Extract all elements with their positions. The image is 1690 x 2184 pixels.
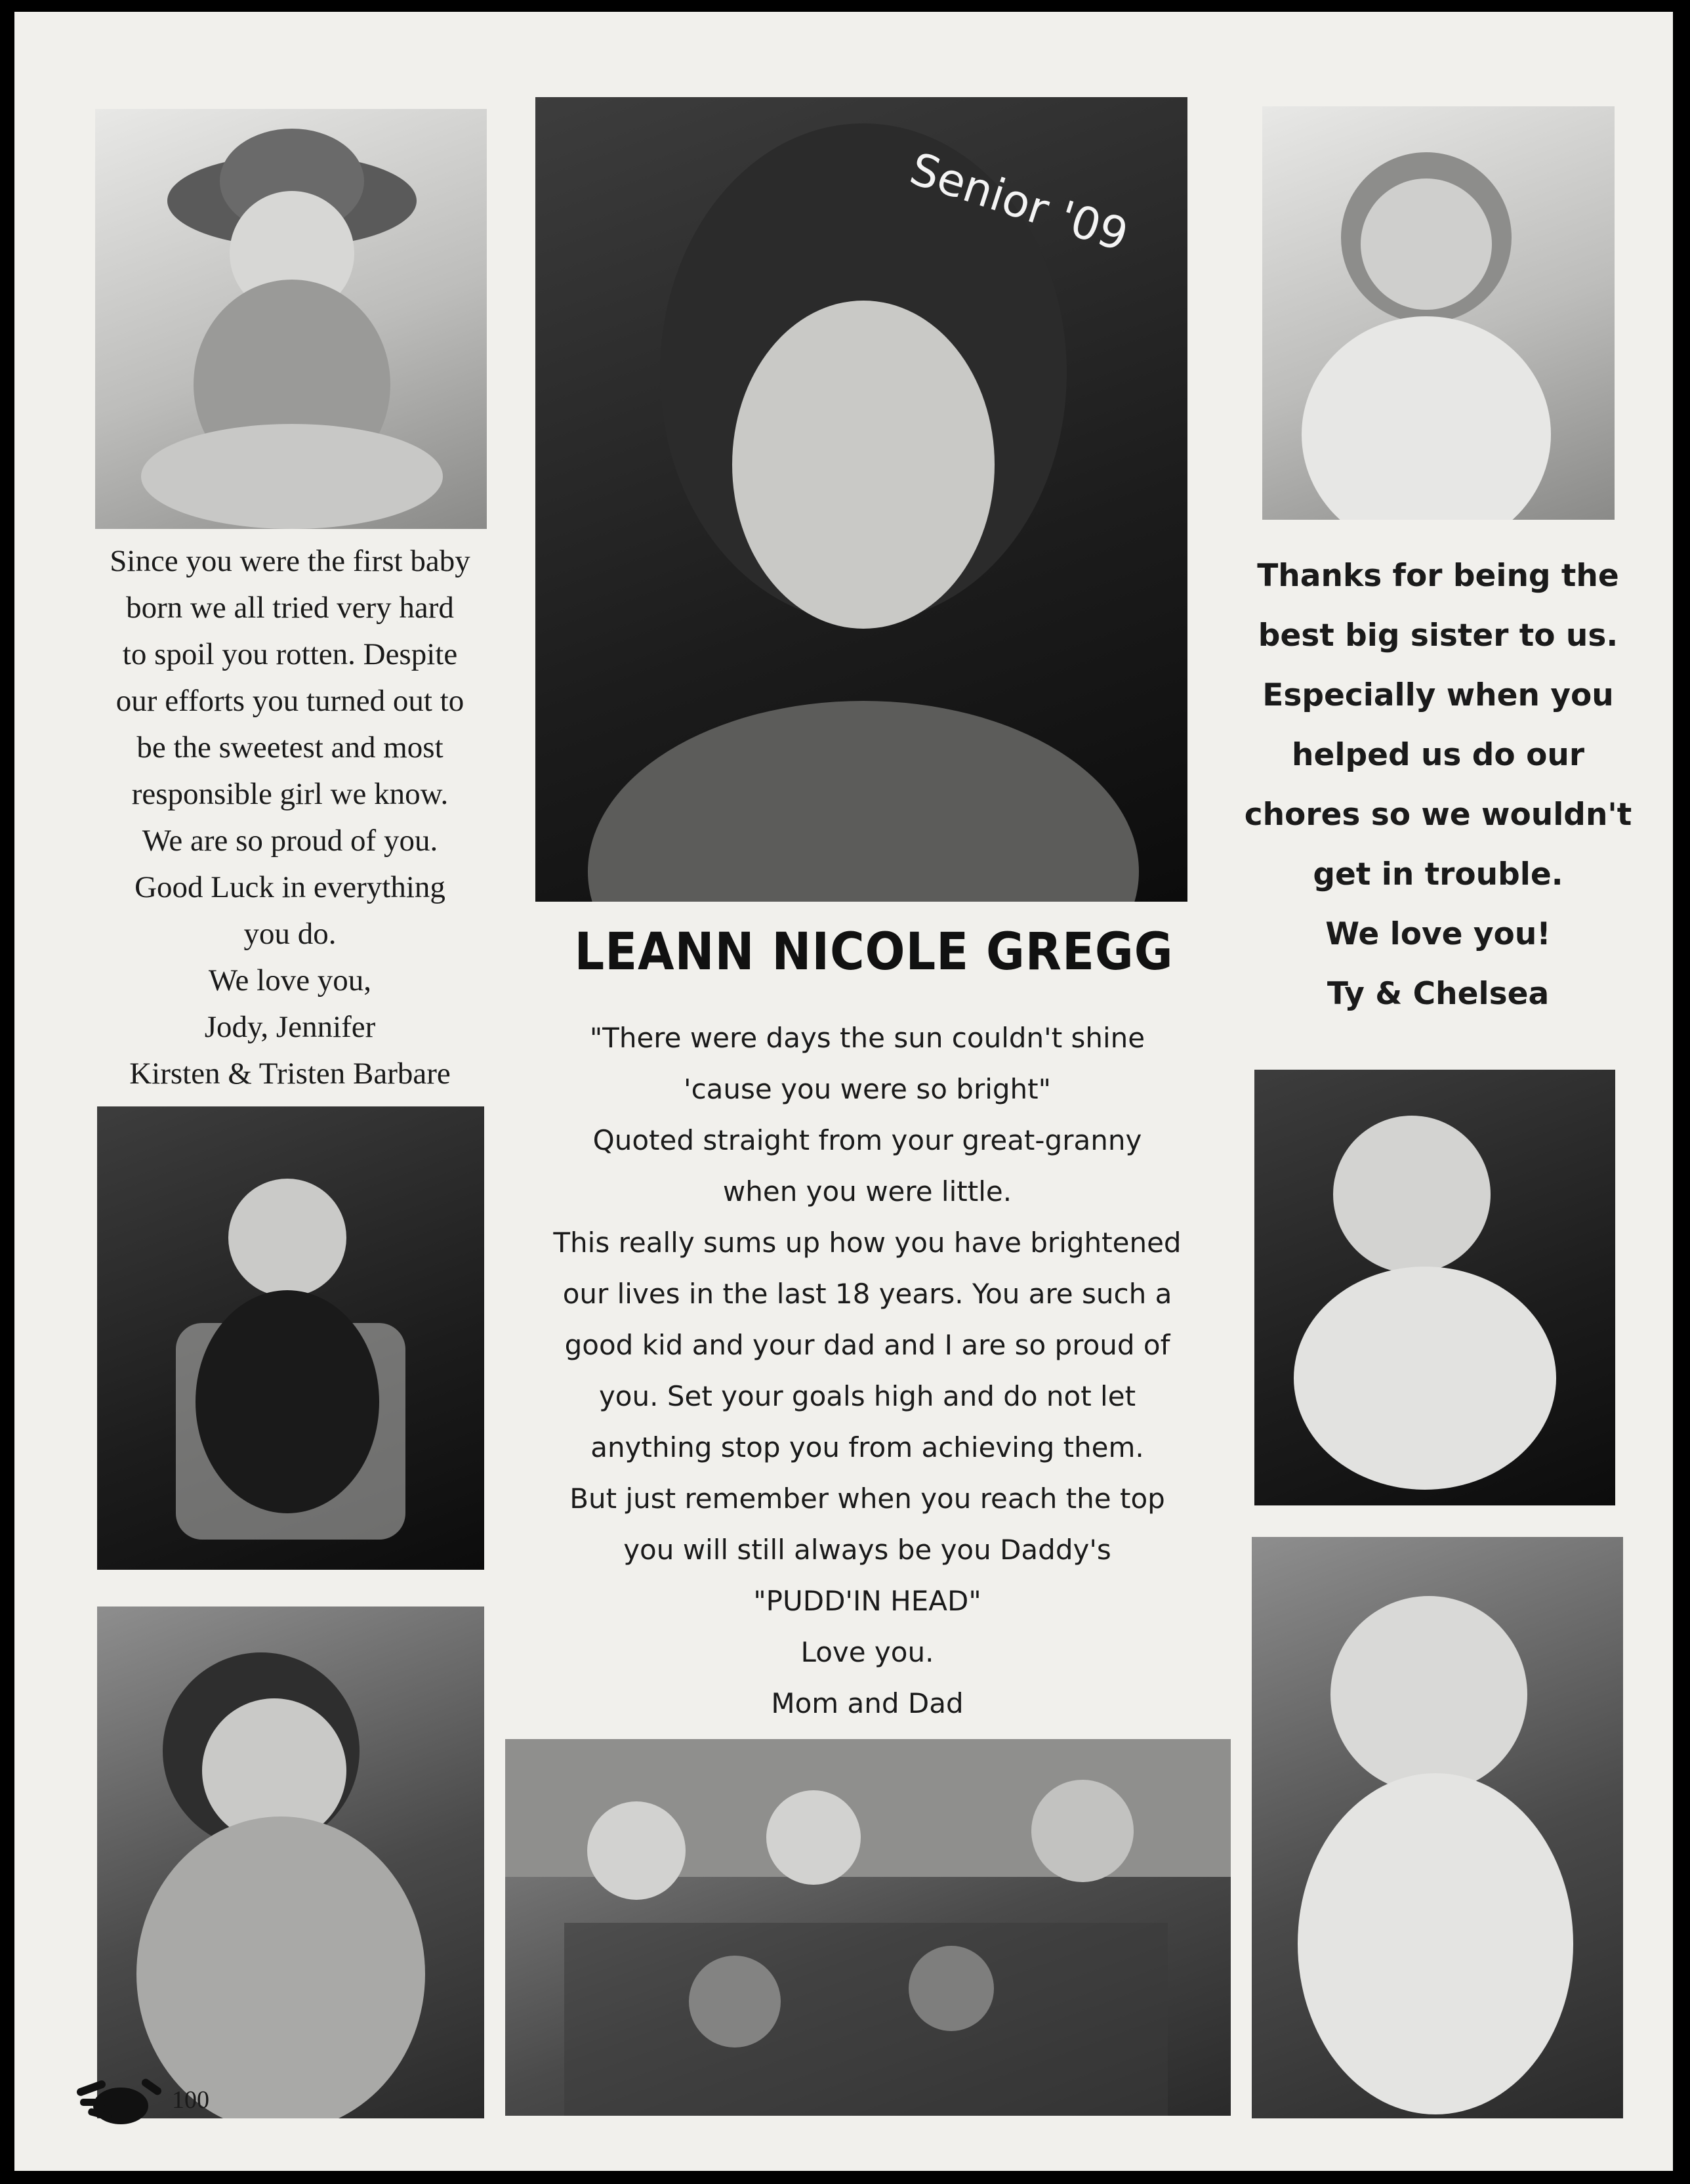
left-message-line: Good Luck in everything: [134, 870, 445, 904]
family-photo: [505, 1739, 1231, 2116]
baby-photo-smiling: [1254, 1070, 1615, 1505]
center-message-line: you. Set your goals high and do not let: [598, 1380, 1136, 1412]
left-message-line: you do.: [243, 917, 337, 951]
baby-smiling-figure: [1254, 1070, 1615, 1505]
toddler-lei-figure: [97, 1606, 484, 2118]
right-message-line: Thanks for being the: [1257, 558, 1619, 594]
senior-caption: Senior '09: [903, 143, 1134, 262]
left-message-line: responsible girl we know.: [131, 777, 449, 811]
baby-photo-dress: [1262, 106, 1615, 520]
center-message-line: you will still always be you Daddy's: [623, 1534, 1111, 1566]
left-message-line: to spoil you rotten. Despite: [122, 637, 458, 671]
center-message-line: Quoted straight from your great-granny: [592, 1124, 1142, 1156]
left-message-line: Jody, Jennifer: [204, 1010, 376, 1044]
left-message-line: Kirsten & Tristen Barbare: [129, 1057, 451, 1091]
center-message-line: anything stop you from achieving them.: [590, 1431, 1144, 1463]
left-message-line: born we all tried very hard: [126, 591, 454, 625]
center-message-line: when you were little.: [722, 1175, 1012, 1208]
left-message-line: Since you were the first baby: [110, 544, 470, 578]
toddler-photo-lei: [97, 1606, 484, 2118]
left-message: [54, 538, 526, 1097]
right-message: [1195, 546, 1681, 1024]
baby-dress-figure: [1262, 106, 1615, 520]
left-message-line: be the sweetest and most: [136, 730, 443, 765]
left-message-line: We love you,: [208, 963, 372, 998]
handprint-logo: [68, 2070, 167, 2129]
center-message-line: Love you.: [800, 1636, 934, 1668]
left-message-line: our efforts you turned out to: [115, 684, 464, 718]
student-name: LEANN NICOLE GREGG: [574, 923, 1174, 982]
center-message-line: But just remember when you reach the top: [569, 1482, 1165, 1515]
right-message-line: best big sister to us.: [1258, 618, 1618, 654]
right-message-line: Ty & Chelsea: [1327, 976, 1550, 1012]
family-figure: [505, 1739, 1231, 2116]
baby-hat-figure: [95, 109, 487, 529]
toddler-laughing-figure: [1252, 1537, 1623, 2118]
center-message-line: good kid and your dad and I are so proud of: [564, 1329, 1170, 1361]
center-message-line: our lives in the last 18 years. You are such a: [562, 1278, 1172, 1310]
child-chair-figure: [97, 1106, 484, 1570]
toddler-photo-laughing: [1252, 1537, 1623, 2118]
center-message-line: "PUDD'IN HEAD": [753, 1585, 981, 1617]
center-message-line: 'cause you were so bright": [684, 1073, 1051, 1105]
center-message: [500, 1013, 1235, 1729]
center-message-line: Mom and Dad: [771, 1687, 964, 1719]
right-message-line: get in trouble.: [1313, 856, 1563, 892]
right-message-line: We love you!: [1325, 916, 1551, 952]
center-message-line: This really sums up how you have brightened: [553, 1227, 1182, 1259]
right-message-line: helped us do our: [1292, 737, 1584, 773]
right-message-line: Especially when you: [1262, 677, 1614, 713]
child-photo-chair: [97, 1106, 484, 1570]
left-message-line: We are so proud of you.: [142, 824, 438, 858]
page-number: 100: [172, 2086, 209, 2114]
right-message-line: chores so we wouldn't: [1244, 797, 1632, 833]
yearbook-page: [14, 12, 1673, 2171]
baby-photo-hat: [95, 109, 487, 529]
center-message-line: "There were days the sun couldn't shine: [589, 1022, 1145, 1054]
